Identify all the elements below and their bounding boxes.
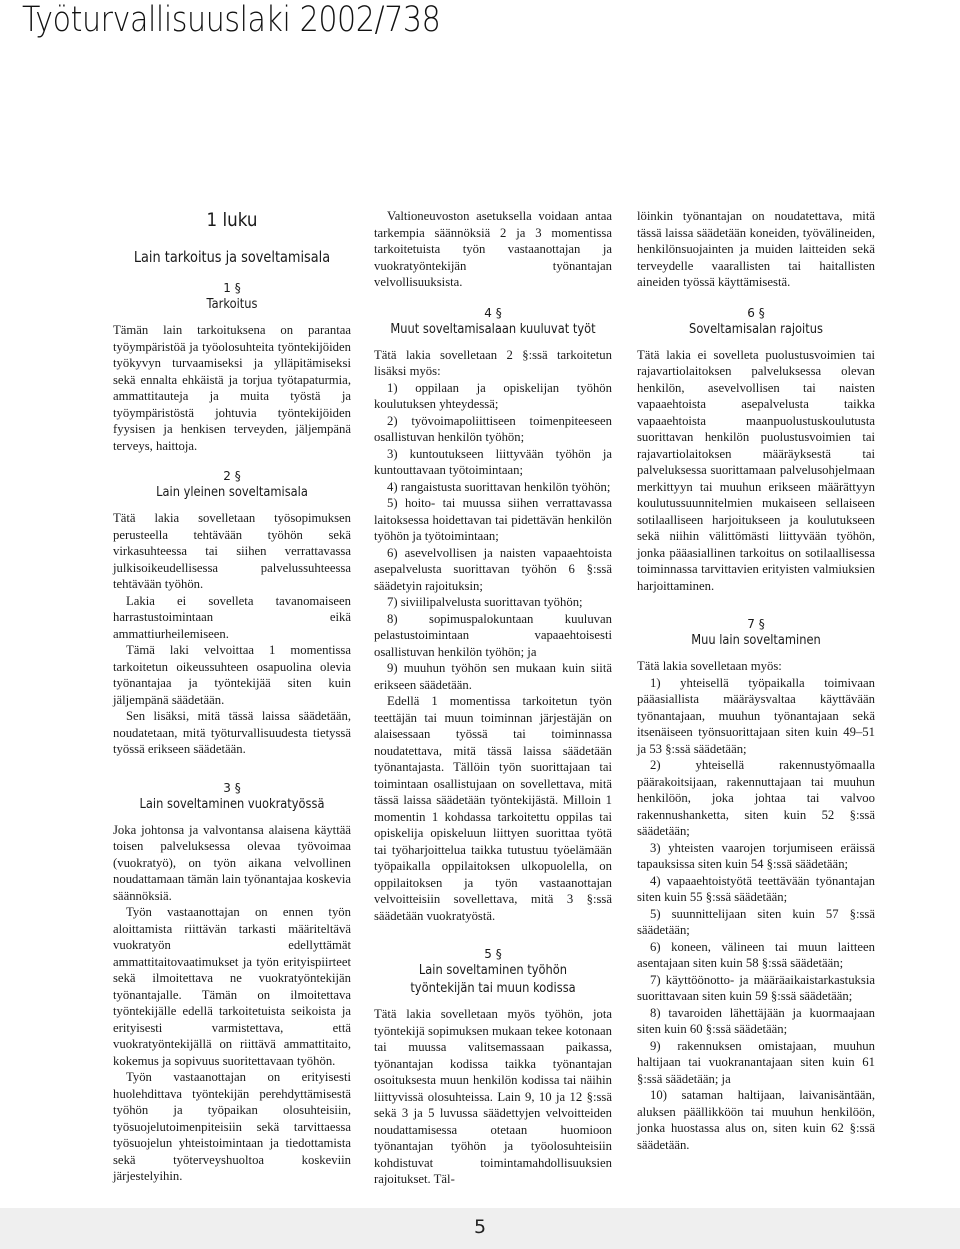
section-1-number: 1 §: [223, 281, 241, 295]
section-3-paragraph-3: Työn vastaanottajan on erityisesti huolehdittava työntekijän perehdyttämisestä työhön ja työpaikan olosuhteisiin, työsuojelutoimenpiteisiin sekä tarvittaessa työsuojelun yhteistoimintaan ja tiedottamista sekä työterveyshuoltoa koskeviin järjestelyihin.: [113, 1070, 351, 1183]
section-7-item: 1) yhteisellä työpaikalla toimivaan pääasiallista määräysvaltaa käyttävään työnantajaan, muuhun työnantajaan sekä itsenäiseen työnsuorittajaan siten kuin 49–51 ja 53 §:ssä säädetään;: [637, 675, 875, 756]
section-2-paragraph-4: Sen lisäksi, mitä tässä laissa säädetään, noudatetaan, mitä työturvallisuudesta tietyssä työssä erikseen säädetään.: [113, 709, 351, 756]
section-7-title: Muu lain soveltaminen: [691, 633, 821, 648]
section-3-paragraph-2: Työn vastaanottajan on ennen työn aloittamista riittävän tarkasti määriteltävä vuokratyön edellyttämät ammattitaitovaatimukset ja työn erityispiirteet sekä ilmoitettava ne vuokratyöntekijän työnantajalle. Tämän on ilmoitettava työntekijälle edellä tarkoitetuista seikoista ja erityisesti varmistettava, että vuokratyöntekijällä on riittävä ammattitaito, kokemus ja sopivuus suoritettavaan työhön.: [113, 905, 351, 1068]
page-number: 5: [473, 1216, 487, 1238]
section-7-item: 10) sataman haltijaan, laivanisäntään, aluksen päällikköön tai muuhun henkilöön, jonka huostassa alus on, siten kuin 62 §:ssä säädetään.: [637, 1088, 875, 1152]
section-4-item: 9) muuhun työhön sen mukaan kuin siitä erikseen säädetään.: [374, 661, 612, 692]
section-3-paragraph-1: Joka johtonsa ja valvontansa alaisena käyttää toisen palveluksessa olevaa työvoimaa (vuokratyö), on työn aikana velvollinen noudattamaan tämän lain työnantajaa koskevia säännöksiä.: [113, 822, 351, 903]
section-5-number: 5 §: [484, 947, 502, 961]
section-5-title: Lain soveltaminen työhön työntekijän tai muun kodissa: [410, 963, 576, 996]
column-1: [113, 208, 351, 1185]
column-3: [637, 208, 875, 1153]
section-4-item: 5) hoito- tai muussa siihen verrattavassa laitoksessa hoidettavan tai pidettävän henkilön työhön ja työtoimintaan;: [374, 496, 612, 543]
section-2-paragraph-3: Tämä laki velvoittaa 1 momentissa tarkoitetun oikeussuhteen osapuolina olevia työnantajaa ja työntekijää siten kuin jäljempänä säädetään.: [113, 643, 351, 707]
column-3-opening-paragraph: löinkin työnantajan on noudatettava, mitä tässä laissa säädetään koneiden, työvälineiden, henkilönsuojainten ja muiden laitteiden sekä terveydelle vaarallisten tai haitallisten aineiden työssä käyttämisestä.: [637, 209, 875, 289]
section-2-number: 2 §: [223, 469, 241, 483]
section-6-paragraph: Tätä lakia ei sovelleta puolustusvoimien tai rajavartiolaitoksen palveluksessa olevan henkilön, asevelvollisen tai naisten vapaaehtoista asepalvelusta taikka vapaaehtoista maanpuolustuskoulutusta suorittavan henkilön puolustusvoimien tai rajavartiolaitoksen määräyksestä tai palveluksessa suorittamaan palvelusohjelmaan merkittyyn tai muuhun erikseen määrättyyn koulutussuunnitelmien mukaiseen sellaiseen sotilaalliseen harjoitukseen ja koulutukseen sekä niihin välittömästi liittyvään työhön, jonka pääasiallinen tarkoitus on sotilaallisessa toiminnassa tarvittavien erityisten valmiuksien harjoittaminen.: [637, 347, 875, 593]
section-4-item: 1) oppilaan ja opiskelijan työhön koulutuksen yhteydessä;: [374, 380, 612, 411]
chapter-number: 1 luku: [206, 209, 258, 231]
section-4-intro: Tätä lakia sovelletaan 2 §:ssä tarkoitetun lisäksi myös:: [374, 347, 612, 378]
section-7-item: 9) rakennuksen omistajaan, muuhun haltijaan tai vuokranantajaan siten kuin 61 §:ssä säädetään; ja: [637, 1038, 875, 1086]
section-4-item: 3) kuntoutukseen liittyvään työhön ja kuntouttavaan työtoimintaan;: [374, 446, 612, 477]
section-1-title: Tarkoitus: [206, 297, 258, 312]
section-2-paragraph-1: Tätä lakia sovelletaan työsopimuksen perusteella tehtävään työhön sekä virkasuhteessa tai siihen verrattavassa julkisoikeudellisessa palvelussuhteessa tehtävään työhön.: [113, 511, 351, 591]
section-2-paragraph-2: Lakia ei sovelleta tavanomaiseen harrastustoimintaan eikä ammattiurheilemiseen.: [113, 593, 351, 641]
section-7-intro: Tätä lakia sovelletaan myös:: [637, 659, 782, 673]
section-4-item: 8) sopimuspalokuntaan kuuluvan pelastustoimintaan vapaaehtoisesti osallistuvan henkilön työhön; ja: [374, 611, 612, 659]
section-4-paragraph-2: Edellä 1 momentissa tarkoitetun työn teettäjän tai muun toiminnan järjestäjän on alaisessaan työssä tai toiminnassa noudatettava, mitä tässä laissa säädetään työnantajasta. Tällöin työn suorittajaan tai toimintaan osallistujaan on sovellettava, mitä tässä laissa säädetään työntekijästä. Milloin 1 momentin 1 kohdassa tarkoitettu oppilas tai opiskelija opiskeluun liittyen suorittaa työtä tai työharjoittelua taikka tutustuu työelämään työpaikalla oppilaitoksen ulkopuolella, on oppilaitoksen ja työn vastaanottajan velvoitteisiin sovellettava, mitä 3 §:ssä säädetään vuokratyöstä.: [374, 694, 612, 923]
section-7-item: 6) koneen, välineen tai muun laitteen asentajaan siten kuin 58 §:ssä säädetään;: [637, 939, 875, 970]
section-7-number: 7 §: [747, 617, 765, 631]
section-4-item: 4) rangaistusta suorittavan henkilön työhön;: [387, 479, 611, 494]
section-4-item: 6) asevelvollisen ja naisten vapaaehtoista asepalvelusta suorittavan työhön 6 §:ssä säädetyin rajoituksin;: [374, 545, 612, 593]
section-6-number: 6 §: [747, 305, 765, 320]
section-1-paragraph: Tämän lain tarkoituksena on parantaa työympäristöä ja työolosuhteita työntekijöiden työkyvyn turvaamiseksi ja ylläpitämiseksi sekä ennalta ehkäistä ja torjua työtapaturmia, ammattitauteja ja muita työstä ja työympäristöstä johtuvia työntekijöiden fyysisen ja henkisen terveyden, jäljempänä terveys, haittoja.: [113, 323, 351, 453]
section-4-item: 7) siviilipalvelusta suorittavan työhön;: [387, 595, 583, 609]
document-title: Työturvallisuuslaki 2002/738: [22, 0, 441, 40]
section-3-number: 3 §: [223, 780, 241, 795]
section-2-title: Lain yleinen soveltamisala: [156, 485, 308, 500]
section-4-number: 4 §: [484, 305, 502, 320]
section-3-title: Lain soveltaminen vuokratyössä: [139, 796, 325, 812]
section-4-item: 2) työvoimapoliittiseen toimenpiteeseen osallistuvan henkilön työhön;: [374, 413, 612, 444]
column-2: [374, 208, 612, 1188]
section-5-paragraph: Tätä lakia sovelletaan myös työhön, jota työntekijä sopimuksen mukaan tekee kotonaan tai muussa valitsemassaan paikassa, työnantajan kodissa taikka työnantajan osoituksesta muun henkilön kodissa tai näihin liittyvissä olosuhteissa. Lain 9, 10 ja 12 §:ssä sekä 3 ja 5 luvussa säädettyjen velvoitteiden noudattamisessa otetaan huomioon työnantajan työhön ja työolosuhteisiin kohdistuvat toimintamahdollisuuksien rajoitukset. Täl-: [374, 1007, 612, 1186]
section-7-item: 3) yhteisten vaarojen torjumiseen eräissä tapauksissa siten kuin 54 §:ssä säädetään;: [637, 840, 875, 871]
chapter-title: Lain tarkoitus ja soveltamisala: [133, 248, 331, 266]
section-7-item: 7) käyttöönotto- ja määräaikaistarkastuksia suorittavaan siten kuin 59 §:ssä säädetään;: [637, 972, 875, 1003]
section-7-item: 5) suunnittelijaan siten kuin 57 §:ssä säädetään;: [637, 906, 875, 937]
section-7-item: 4) vapaaehtoistyötä teettävään työnantajan siten kuin 55 §:ssä säädetään;: [637, 873, 875, 904]
section-6-title: Soveltamisalan rajoitus: [689, 321, 823, 337]
column-2-opening-paragraph: Valtioneuvoston asetuksella voidaan antaa tarkempia säännöksiä 2 ja 3 momentissa tarkoitetuista työn vastaanottajan ja vuokratyöntekijän työnantajan velvollisuuksista.: [374, 209, 612, 289]
section-4-title: Muut soveltamisalaan kuuluvat työt: [390, 321, 596, 337]
section-7-item: 8) tavaroiden lähettäjään ja kuormaajaan siten kuin 60 §:ssä säädetään;: [637, 1005, 875, 1036]
section-7-item: 2) yhteisellä rakennustyömaalla päärakoitsijaan, rakennuttajaan tai muuhun henkilöön, joka johtaa tai valvoo rakennushanketta, siten kuin 52 §:ssä säädetään;: [637, 758, 875, 838]
